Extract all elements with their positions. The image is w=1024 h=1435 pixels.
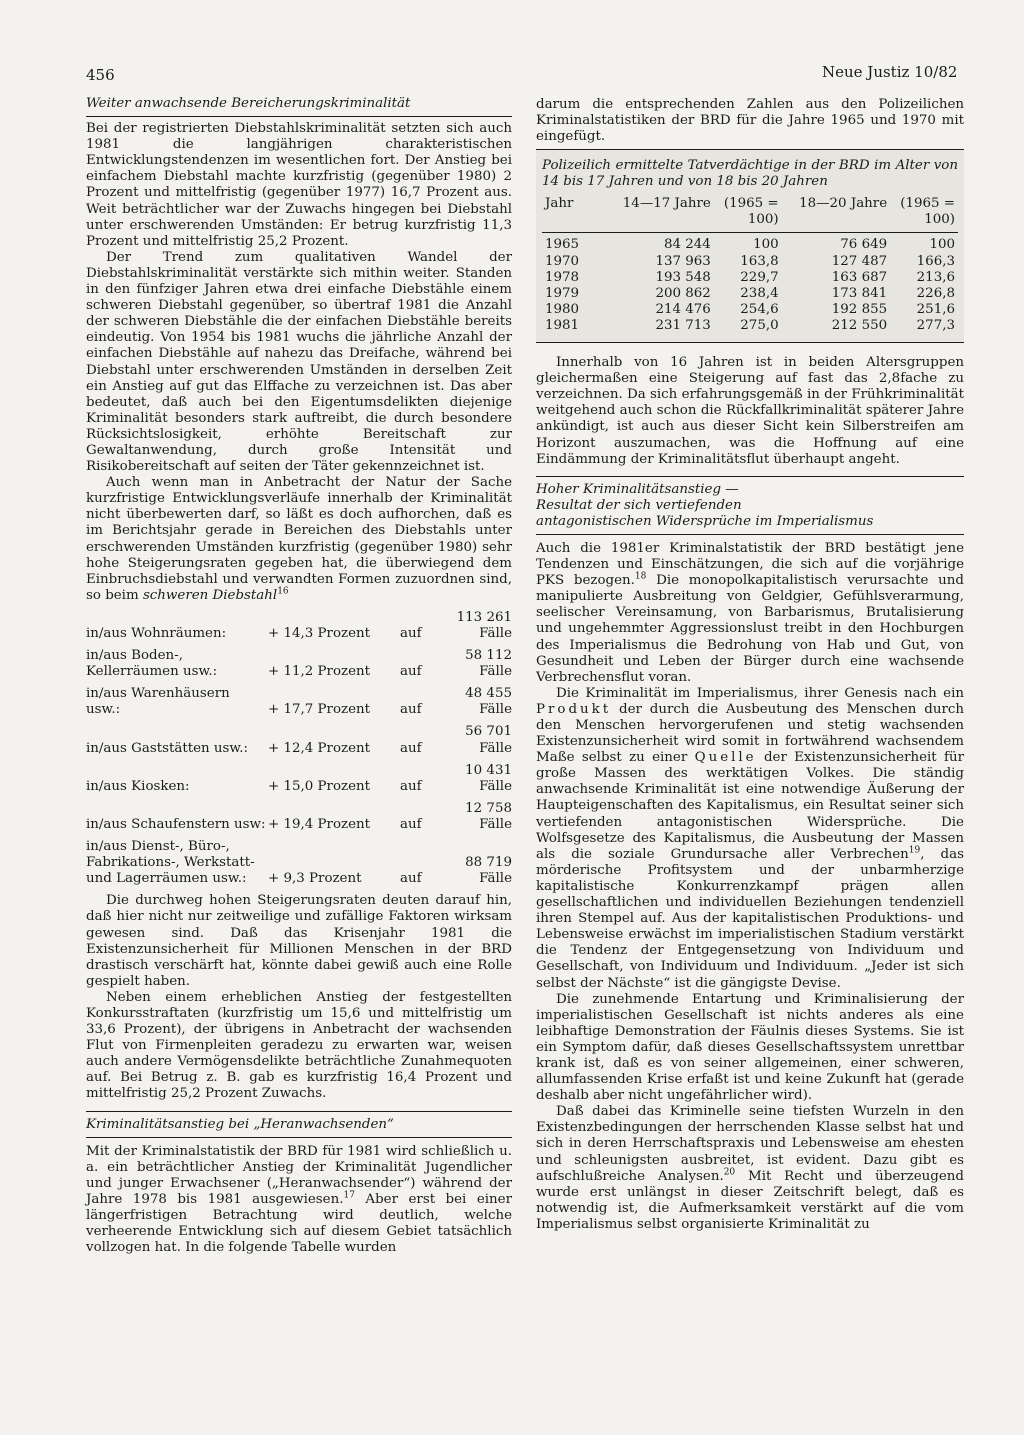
paragraph: darum die entsprechenden Zahlen aus den Polizeilichen Kriminalstatistiken der BRD für die Jahre 1965 und 1970 mit eingefügt. xyxy=(536,97,964,145)
stat-auf: auf xyxy=(400,740,422,756)
spaced-text: Produkt xyxy=(536,701,612,717)
page-number: 456 xyxy=(86,66,115,84)
table-cell: 166,3 xyxy=(916,253,955,269)
stat-auf: auf xyxy=(400,626,422,641)
stat-row xyxy=(86,839,512,887)
spaced-text: Quelle xyxy=(694,750,757,766)
stat-row xyxy=(86,648,512,680)
journal-issue: Neue Justiz 10/82 xyxy=(822,63,958,81)
table-cell: 226,8 xyxy=(916,285,955,301)
footnote-ref: 19 xyxy=(908,845,921,856)
stat-auf: auf xyxy=(400,702,422,718)
paragraph: Der Trend zum qualitativen Wandel der Diebstahlskriminalität verstärkte sich mithin weiter. Standen in den fünfziger Jahren etwa drei einfache Diebstähle einem schweren Diebstahl gegenüber, so übertraf 1981 die Anzahl der schweren Diebstähle die der einfachen Diebstähle bereits eindeutig. Von 1954 bis 1981 wuchs die jährliche Anzahl der einfachen Diebstähle auf nahezu das Dreifache, während bei Diebstahl unter erschwerenden Umständen in derselben Zeit ein Anstieg auf gut das Elffache zu verzeichnen ist. Das aber bedeutet, daß auch bei den Eigentumsdelikten diejenige Kriminalität besonders stark auftreibt, die durch besondere Rücksichtslosigkeit, erhöhte Bereitschaft zur Gewaltanwendung, durch große Intensität und Risikobereitschaft auf seiten der Täter gekennzeichnet ist. xyxy=(86,249,512,475)
paragraph-text: Auch die 1981er Kriminalstatistik der BRD bestätigt jene Tendenzen und Einschätzungen, die sich auf die vorjährige PKS bezogen. xyxy=(536,540,964,589)
footnote-ref: 20 xyxy=(723,1167,736,1178)
table-row xyxy=(542,254,958,270)
stat-category: in/aus Boden-, Kellerräumen usw.: xyxy=(86,648,218,680)
table-cell: 1978 xyxy=(545,269,580,285)
table-cell: 214 476 xyxy=(655,301,711,317)
table-cell: 1970 xyxy=(545,253,580,269)
stat-auf: auf xyxy=(400,778,422,794)
table-cell: 192 855 xyxy=(831,301,888,317)
paragraph: Neben einem erheblichen Anstieg der festgestellten Konkursstraftaten (kurzfristig um 15,6 und mittelfristig um 33,6 Prozent), der übrigens in Anbetracht der wachsenden Flut von Firmenpleiten geradezu zu erwarten war, weisen auch andere Vermögensdelikte beträchtliche Zunahmequoten auf. Bei Betrug z. B. gab es kurzfristig 16,4 Prozent und mittelfristig 25,2 Prozent Zuwachs. xyxy=(86,989,512,1102)
column-header: (1965 = 100) xyxy=(900,196,955,228)
stat-row xyxy=(86,610,512,642)
paragraph xyxy=(536,686,964,992)
table-cell: 1980 xyxy=(545,301,580,317)
stat-category: in/aus Gaststätten usw.: xyxy=(86,740,249,756)
stat-row xyxy=(86,763,512,795)
stat-percent: + 14,3 Prozent xyxy=(268,626,371,641)
footnote-ref: 16 xyxy=(277,586,289,597)
table-cell: 76 649 xyxy=(840,237,888,253)
stat-category: in/aus Dienst-, Büro-, Fabrikations-, Werkstatt- und Lagerräumen usw.: xyxy=(86,839,255,887)
stat-percent: + 17,7 Prozent xyxy=(268,702,371,718)
paragraph-text: Daß dabei das Kriminelle seine tiefsten Wurzeln in den Existenzbedingungen der herrschenden Klasse selbst hat und sich in deren Herrschaftspraxis und Lebensweise am ehesten und schleunigsten ausbreitet, ist evident. Dazu gibt es aufschlußreiche Analysen. xyxy=(536,1104,964,1184)
stat-row xyxy=(86,801,512,833)
paragraph: Innerhalb von 16 Jahren ist in beiden Altersgruppen gleichermaßen eine Steigerung auf fast das 2,8fache zu verzeichnen. Da sich erfahrungsgemäß in der Frühkriminalität weitgehend auch schon die Rückfallkriminalität späterer Jahre ankündigt, ist auch aus dieser Sicht kein Silberstreifen am Horizont auszumachen, was die Hoffnung auf eine Eindämmung der Kriminalitätsflut überhaupt angeht. xyxy=(536,355,964,467)
stat-percent: + 9,3 Prozent xyxy=(268,871,362,887)
table-cell: 238,4 xyxy=(740,285,779,301)
paragraph xyxy=(86,475,512,604)
section-heading-heranwachsende: Kriminalitätsanstieg bei „Heranwachsenden“ xyxy=(86,1111,512,1138)
column-header: 14—17 Jahre xyxy=(622,196,711,212)
stat-count: 58 112 Fälle xyxy=(465,648,512,680)
stat-count: 12 758 Fälle xyxy=(465,800,512,832)
table-title: Polizeilich ermittelte Tatverdächtige in der BRD im Alter von 14 bis 17 Jahren und von 18 bis 20 Jahren xyxy=(542,158,958,190)
table-row xyxy=(542,318,958,334)
table-cell: 1979 xyxy=(545,285,580,301)
table-row xyxy=(542,302,958,318)
paragraph-text: Mit Recht und überzeugend wurde erst unlängst in dieser Zeitschrift belegt, daß es notwendig ist, die Aufmerksamkeit verstärkt auf die vom Imperialismus selbst organisierte Kriminalität zu xyxy=(536,1168,964,1232)
footnote-ref: 18 xyxy=(634,571,647,582)
stat-count: 56 701 Fälle xyxy=(465,724,512,756)
stat-row xyxy=(86,724,512,756)
table-row xyxy=(542,270,958,286)
table-cell: 213,6 xyxy=(916,269,955,285)
paragraph xyxy=(536,541,964,686)
paragraph-text: der Existenzunsicherheit für große Massen des werktätigen Volkes. Die ständig anwachsende Kriminalität ist eine notwendige Äußerung der Haupteigenschaften des Kapitalismus, ein Resultat seiner sich vertiefenden antagonistischen Widersprüche. Die Wolfsgesetze des Kapitalismus, die Ausbeutung der Massen als die soziale Grundursache aller Verbrechen xyxy=(536,750,964,862)
left-column xyxy=(86,94,512,1256)
footnote-ref: 17 xyxy=(343,1190,355,1201)
stat-count: 88 719 Fälle xyxy=(465,855,512,887)
stat-auf: auf xyxy=(400,871,422,887)
stat-percent: + 15,0 Prozent xyxy=(268,778,371,794)
stat-auf: auf xyxy=(400,816,422,832)
paragraph xyxy=(86,1144,512,1257)
table-cell: 127 487 xyxy=(831,253,888,269)
table-header-row xyxy=(542,194,958,233)
table-cell: 251,6 xyxy=(916,301,955,317)
paragraph: Bei der registrierten Diebstahlskriminalität setzten sich auch 1981 die langjährigen charakteristischen Entwicklungstendenzen im wesentlichen fort. Der Anstieg bei einfachem Diebstahl machte kurzfristig (gegenüber 1980) 2 Prozent und mittelfristig (gegenüber 1977) 16,7 Prozent aus. Weit beträchtlicher war der Zuwachs hingegen bei Diebstahl unter erschwerenden Umständen: Er betrug kurzfristig 11,3 Prozent und mittelfristig 25,2 Prozent. xyxy=(86,121,512,249)
suspects-table-box xyxy=(536,149,964,343)
table-row xyxy=(542,233,958,254)
paragraph-text: , das mörderische Profitsystem und der unbarmherzige kapitalistische Konkurrenzkampf prägen allen gesellschaftlichen und individuellen Beziehungen tendenziell ihren Stempel auf. Aus der kapitalistischen Produktions- und Lebensweise erwächst im imperialistischen Stadium verstärkt die Tendenz der Entgegensetzung von Individuum und Gesellschaft, von Individuum und Individuum. „Jeder ist sich selbst der Nächste“ ist die gängigste Devise. xyxy=(536,846,964,991)
paragraph-text: Aber erst bei einer längerfristigen Betrachtung wird deutlich, welche verheerende Entwicklung sich auf diesem Gebiet tatsächlich vollzogen hat. In die folgende Tabelle wurden xyxy=(86,1191,512,1256)
paragraph: Die zunehmende Entartung und Kriminalisierung der imperialistischen Gesellschaft ist nichts anderes als eine leibhaftige Demonstration der Fäulnis dieses Systems. Sie ist ein Symptom dafür, daß dieses Gesellschaftssystem unrettbar krank ist, daß es von seiner allgemeinen, einer schweren, allumfassenden Krise erfaßt ist und keine Zukunft hat (gerade deshalb aber nicht ungefährlicher wird). xyxy=(536,991,964,1104)
table-cell: 163 687 xyxy=(831,269,888,285)
table-cell: 84 244 xyxy=(663,237,711,253)
table-cell: 100 xyxy=(753,237,779,253)
heading-line: Resultat der sich vertiefenden xyxy=(536,497,742,513)
paragraph-text: Mit der Kriminalstatistik der BRD für 1981 wird schließlich u. a. ein beträchtlicher Anstieg der Kriminalität Jugendlicher und junger Erwachsener („Heranwachsender“) während der Jahre 1978 bis 1981 ausgewiesen. xyxy=(86,1143,512,1207)
suspects-table xyxy=(542,194,958,334)
paragraph xyxy=(536,1104,964,1233)
table-cell: 275,0 xyxy=(740,317,779,333)
column-header: 18—20 Jahre xyxy=(799,196,888,212)
table-row xyxy=(542,286,958,302)
right-column xyxy=(536,97,964,1233)
stat-auf: auf xyxy=(400,664,422,680)
stat-category: in/aus Schaufenstern usw: xyxy=(86,816,266,832)
stat-count: 10 431 Fälle xyxy=(465,762,512,794)
paragraph-text: Die monopolkapitalistisch verursachte und manipulierte Ausbreitung von Geldgier, Gefühlsverarmung, seelischer Vereinsamung, von Barbarismus, Brutalisierung und ungehemmter Aggressionslust treibt in den Hochburgen des Imperialismus die Bedrohung von Hab und Gut, von Gesundheit und Leben der Bürger durch eine wachsende Verbrechensflut voran. xyxy=(536,573,964,685)
section-heading-kriminalitaetsanstieg xyxy=(536,476,964,535)
table-cell: 137 963 xyxy=(655,253,711,269)
paragraph-text: Die Kriminalität im Imperialismus, ihrer Genesis nach ein xyxy=(556,685,964,701)
table-cell: 231 713 xyxy=(655,317,711,333)
stat-count: 48 455 Fälle xyxy=(465,686,512,718)
stat-percent: + 19,4 Prozent xyxy=(268,816,371,832)
stat-percent: + 12,4 Prozent xyxy=(268,740,371,756)
paragraph-text: Auch wenn man in Anbetracht der Natur der Sache kurzfristige Entwicklungsverläufe innerhalb der Kriminalität nicht überbewerten darf, so läßt es doch aufhorchen, daß es im Berichtsjahr gerade in Bereichen des Diebstahls unter erschwerenden Umständen kurzfristig (gegenüber 1980) sehr hohe Steigerungsraten gegeben hat, die überwiegend dem Einbruchsdiebstahl und verwandten Formen zuzuordnen sind, so beim xyxy=(86,475,512,603)
stat-count: 113 261 Fälle xyxy=(456,609,512,641)
stat-category: in/aus Kiosken: xyxy=(86,778,190,794)
table-cell: 193 548 xyxy=(655,269,711,285)
table-cell: 212 550 xyxy=(831,317,888,333)
heading-line: Hoher Kriminalitätsanstieg — xyxy=(536,481,739,497)
table-cell: 229,7 xyxy=(740,269,779,285)
heading-line: antagonistischen Widersprüche im Imperialismus xyxy=(536,513,874,529)
paragraph-text: der durch die Ausbeutung des Menschen durch den Menschen hervorgerufenen und stetig wachsenden Existenzunsicherheit wird somit in fortwährend wachsendem Maße selbst zu einer xyxy=(536,701,964,766)
table-cell: 1965 xyxy=(545,237,580,253)
paragraph: Die durchweg hohen Steigerungsraten deuten darauf hin, daß hier nicht nur zeitweilige und zufällige Faktoren wirksam gewesen sind. Daß das Krisenjahr 1981 die Existenzunsicherheit für Millionen Menschen in der BRD drastisch verschärft hat, könnte dabei gewiß auch eine Rolle gespielt haben. xyxy=(86,893,512,989)
column-header: Jahr xyxy=(545,196,574,212)
emphasis-text: schweren Diebstahl xyxy=(142,587,278,603)
stat-row xyxy=(86,686,512,718)
table-cell: 100 xyxy=(929,237,955,253)
table-cell: 200 862 xyxy=(655,285,711,301)
table-cell: 1981 xyxy=(545,317,580,333)
stat-category: in/aus Wohnräumen: xyxy=(86,626,227,641)
burglary-stats-list xyxy=(86,610,512,887)
section-heading-bereicherung: Weiter anwachsende Bereicherungskriminalität xyxy=(86,94,512,117)
table-cell: 277,3 xyxy=(916,317,955,333)
table-cell: 254,6 xyxy=(740,301,779,317)
table-cell: 163,8 xyxy=(740,253,779,269)
column-header: (1965 = 100) xyxy=(723,196,779,228)
stat-percent: + 11,2 Prozent xyxy=(268,664,371,680)
table-cell: 173 841 xyxy=(831,285,888,301)
stat-category: in/aus Warenhäusern usw.: xyxy=(86,686,230,718)
